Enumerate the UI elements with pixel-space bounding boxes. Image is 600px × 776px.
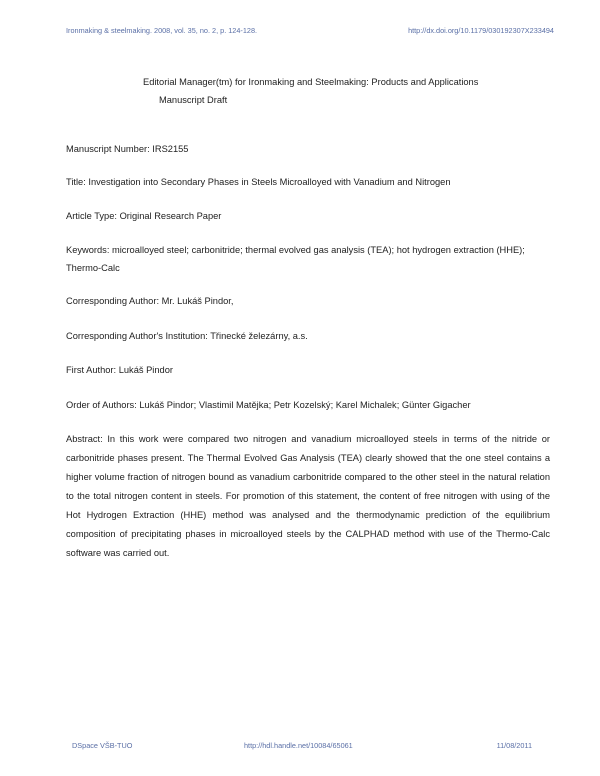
order-of-authors-field bbox=[66, 396, 550, 414]
manuscript-number-field bbox=[66, 140, 550, 158]
document-subtitle: Manuscript Draft bbox=[159, 95, 228, 105]
title-field bbox=[66, 173, 550, 191]
first-author-value: Lukáš Pindor bbox=[118, 365, 173, 375]
corresponding-author-label: Corresponding Author: bbox=[66, 296, 160, 306]
keywords-field bbox=[66, 241, 550, 277]
first-author-label: First Author: bbox=[66, 365, 117, 375]
order-of-authors-value: Lukáš Pindor; Vlastimil Matějka; Petr Kozelský; Karel Michalek; Günter Gigacher bbox=[139, 400, 471, 410]
document-title-block bbox=[143, 73, 478, 109]
citation-text: Ironmaking & steelmaking. 2008, vol. 35, no. 2, p. 124-128. bbox=[66, 26, 258, 35]
abstract-text: In this work were compared two nitrogen and vanadium microalloyed steels in terms of the nitride or carbonitride phases present. The Thermal Evolved Gas Analysis (TEA) clearly showed that the one steel contains a higher volume fraction of nitrogen bound as vanadium carbonitride compared to the other steel in the natural relation to the total nitrogen content in steels. For promotion of this statement, the content of free nitrogen with using of the Hot Hydrogen Extraction (HHE) method was analysed and the thermodynamic prediction of the equilibrium composition of precipitating phases in microalloyed steels by the CALPHAD method with use of the Thermo-Calc software was carried out. bbox=[66, 434, 550, 558]
keywords-label: Keywords: bbox=[66, 245, 110, 255]
corresponding-author-field bbox=[66, 292, 550, 310]
abstract-label: Abstract: bbox=[66, 434, 103, 444]
article-type-label: Article Type: bbox=[66, 211, 117, 221]
page-header bbox=[66, 26, 554, 35]
doi-link[interactable]: http://dx.doi.org/10.1179/030192307X233494 bbox=[408, 26, 554, 35]
title-value: Investigation into Secondary Phases in Steels Microalloyed with Vanadium and Nitrogen bbox=[88, 177, 451, 187]
first-author-field bbox=[66, 361, 550, 379]
keywords-value: microalloyed steel; carbonitride; thermal evolved gas analysis (TEA); hot hydrogen extraction (HHE); Thermo-Calc bbox=[66, 245, 525, 273]
article-type-field bbox=[66, 207, 550, 225]
institution-value: Třinecké železárny, a.s. bbox=[210, 331, 308, 341]
manuscript-number-value: IRS2155 bbox=[152, 144, 189, 154]
abstract-field bbox=[66, 430, 550, 563]
footer-repository: DSpace VŠB-TUO bbox=[72, 741, 133, 750]
manuscript-number-label: Manuscript Number: bbox=[66, 144, 150, 154]
order-of-authors-label: Order of Authors: bbox=[66, 400, 137, 410]
corresponding-author-value: Mr. Lukáš Pindor, bbox=[161, 296, 234, 306]
article-type-value: Original Research Paper bbox=[119, 211, 222, 221]
institution-field bbox=[66, 327, 550, 345]
title-label: Title: bbox=[66, 177, 86, 187]
footer-date: 11/08/2011 bbox=[496, 741, 532, 750]
document-title: Editorial Manager(tm) for Ironmaking and Steelmaking: Products and Applications bbox=[143, 77, 479, 87]
institution-label: Corresponding Author's Institution: bbox=[66, 331, 208, 341]
footer-handle-link[interactable]: http://hdl.handle.net/10084/65061 bbox=[244, 741, 353, 750]
